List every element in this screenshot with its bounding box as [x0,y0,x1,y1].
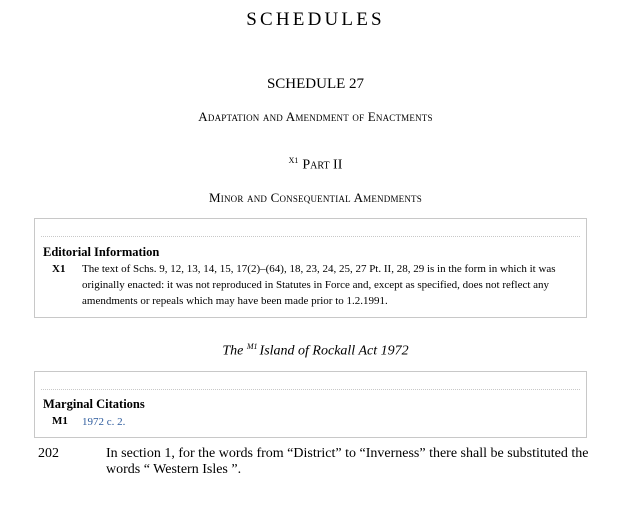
editorial-information-title: Editorial Information [43,245,160,259]
marginal-citations-title: Marginal Citations [43,397,145,411]
box-divider [41,389,580,390]
part-title: Minor and Consequential Amendments [209,190,422,205]
box-divider [41,236,580,237]
part-label: Part II [302,157,343,173]
schedule-number: SCHEDULE 27 [266,76,365,92]
schedule-title: Adaptation and Amendment of Enactments [198,109,433,124]
part-heading [0,156,631,174]
act-heading [0,342,631,360]
act-prefix: The [222,343,244,359]
marginal-citations-box [34,371,587,438]
schedules-heading: SCHEDULES [246,9,385,30]
part-annotation-marker[interactable]: X1 [288,156,299,165]
marginal-citation-link[interactable]: 1972 c. 2. [82,416,126,428]
act-name: Island of Rockall Act 1972 [259,343,409,359]
paragraph-number: 202 [38,446,59,461]
editorial-note-id: X1 [52,263,66,275]
editorial-note-text: The text of Schs. 9, 12, 13, 14, 15, 17(2)–(64), 18, 23, 24, 25, 27 Pt. II, 28, 29 is in the form in which it was originally enacted: it was not reproduced in Statutes in Force and, except as specified, does not reflect any amendments or repeals which may have been made prior to 1.2.1991. [82,263,556,307]
marginal-note-id: M1 [52,415,68,427]
paragraph-text: In section 1, for the words from “District” to “Inverness” there shall be substituted the words “ Western Isles ”. [106,446,589,477]
editorial-information-box [34,218,587,318]
act-marginal-marker[interactable]: M1 [246,342,258,351]
